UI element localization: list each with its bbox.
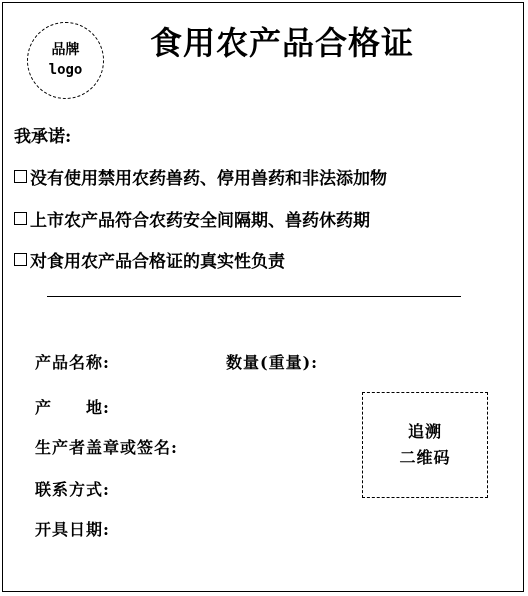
commitment-heading: 我承诺:: [14, 127, 72, 147]
trace-qr-text: 二维码: [399, 448, 451, 467]
contact-label: 联系方式:: [35, 480, 110, 499]
issue-date-label: 开具日期:: [35, 520, 110, 539]
brand-logo-text: logo: [48, 61, 83, 78]
pledge-checkbox[interactable]: [14, 212, 27, 225]
section-divider: [47, 296, 461, 297]
brand-logo-label: 品牌: [51, 41, 80, 58]
certificate-title: 食用农产品合格证: [150, 24, 415, 62]
trace-qr-code-placeholder: [362, 392, 488, 498]
trace-qr-label: 追溯: [407, 422, 442, 441]
pledge-text: 上市农产品符合农药安全间隔期、兽药休药期: [30, 211, 370, 231]
quantity-label: 数量(重量):: [226, 353, 319, 372]
pledge-checkbox[interactable]: [14, 253, 27, 266]
pledge-text: 对食用农产品合格证的真实性负责: [30, 252, 285, 272]
pledge-checkbox[interactable]: [14, 170, 27, 183]
pledge-item-authenticity: [14, 247, 285, 272]
pledge-text: 没有使用禁用农药兽药、停用兽药和非法添加物: [30, 169, 387, 189]
pledge-item-no-banned-substances: [14, 164, 387, 189]
product-name-label: 产品名称:: [35, 353, 110, 372]
producer-signature-label: 生产者盖章或签名:: [35, 438, 178, 457]
brand-logo-placeholder: [27, 22, 104, 99]
origin-label: 产 地:: [35, 398, 110, 417]
pledge-item-safety-interval: [14, 206, 370, 231]
